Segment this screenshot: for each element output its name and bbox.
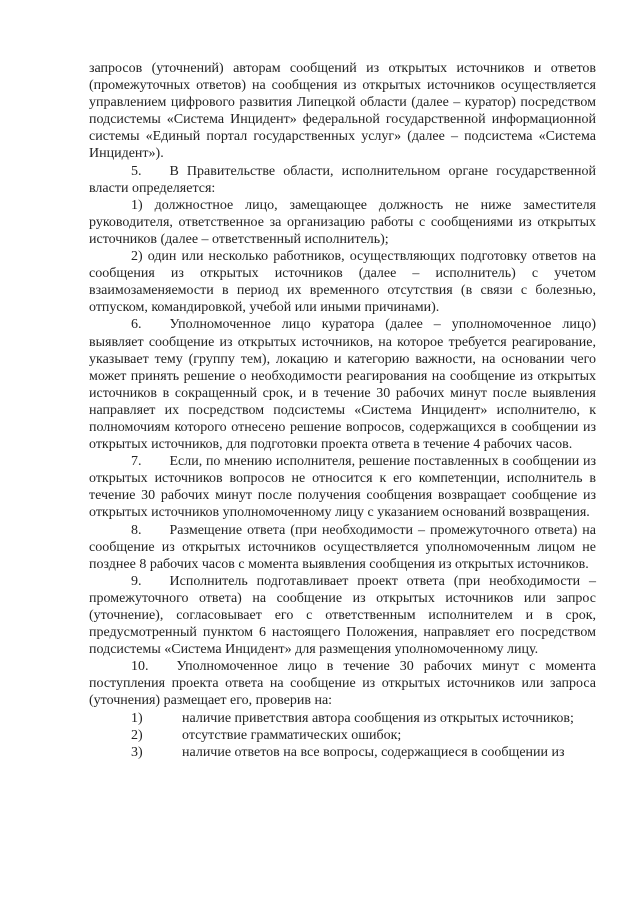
paragraph-7: 7. Если, по мнению исполнителя, решение поставленных в сообщении из открытых источников вопросов не относится к его компетенции, исполнитель в течение 30 рабочих минут после получения сообщения возвращает сообщение из открытых источников уполномоченному лицу с указанием оснований возвращения. — [89, 454, 596, 521]
paragraph-5-2: 2) один или несколько работников, осуществляющих подготовку ответов на сообщения из открытых источников (далее – исполнитель) с учетом взаимозаменяемости в период их временного отсутствия (в связи с болезнью, отпуском, командировкой, учебой или иными причинами). — [89, 249, 596, 316]
list-item — [89, 744, 596, 761]
document-page — [89, 60, 596, 761]
paragraph-8: 8. Размещение ответа (при необходимости – промежуточного ответа) на сообщение из открытых источников осуществляется уполномоченным лицом не позднее 8 рабочих часов с момента выявления сообщения из открытых источников. — [89, 522, 596, 572]
paragraph-continuation: запросов (уточнений) авторам сообщений из открытых источников и ответов (промежуточных ответов) на сообщения из открытых источников осуществляется управлением цифрового развития Липецкой области (далее – куратор) посредством подсистемы «Система Инцидент» федеральной государственной информационной системы «Единый портал государственных услуг» (далее – подсистема «Система Инцидент»). — [89, 61, 596, 162]
paragraph-5-1: 1) должностное лицо, замещающее должность не ниже заместителя руководителя, ответственное за организацию работы с сообщениями из открытых источников (далее – ответственный исполнитель); — [89, 197, 596, 247]
paragraph-6: 6. Уполномоченное лицо куратора (далее – уполномоченное лицо) выявляет сообщение из открытых источников, на которое требуется реагирование, указывает тему (группу тем), локацию и категорию важности, на основании чего может принять решение о необходимости реагирования на сообщение из открытых источников в сокращенный срок, и в течение 30 рабочих минут после выявления направляет их посредством подсистемы «Система Инцидент» исполнителю, к полномочиям которого отнесено решение вопросов, содержащихся в сообщении из открытых источников, для подготовки проекта ответа в течение 4 рабочих часов. — [89, 317, 596, 453]
list-item-number: 1) — [131, 710, 143, 726]
list-item — [89, 710, 596, 727]
list-item-text: отсутствие грамматических ошибок; — [182, 727, 402, 743]
list-item — [89, 727, 596, 744]
list-item-text: наличие приветствия автора сообщения из открытых источников; — [182, 710, 574, 726]
paragraph-9: 9. Исполнитель подготавливает проект ответа (при необходимости – промежуточного ответа) на сообщение из открытых источников или запрос (уточнение), согласовывает его с ответственным исполнителем и в срок, предусмотренный пунктом 6 настоящего Положения, направляет его посредством подсистемы «Система Инцидент» для размещения уполномоченному лицу. — [89, 573, 596, 658]
list-item-number: 3) — [131, 744, 143, 760]
list-item-number: 2) — [131, 727, 143, 743]
paragraph-5: 5. В Правительстве области, исполнительном органе государственной власти определяется: — [89, 163, 596, 196]
list-item-text: наличие ответов на все вопросы, содержащиеся в сообщении из — [182, 744, 565, 760]
paragraph-10: 10. Уполномоченное лицо в течение 30 рабочих минут с момента поступления проекта ответа на сообщение из открытых источников или запроса (уточнения) размещает его, проверив на: — [89, 659, 596, 709]
